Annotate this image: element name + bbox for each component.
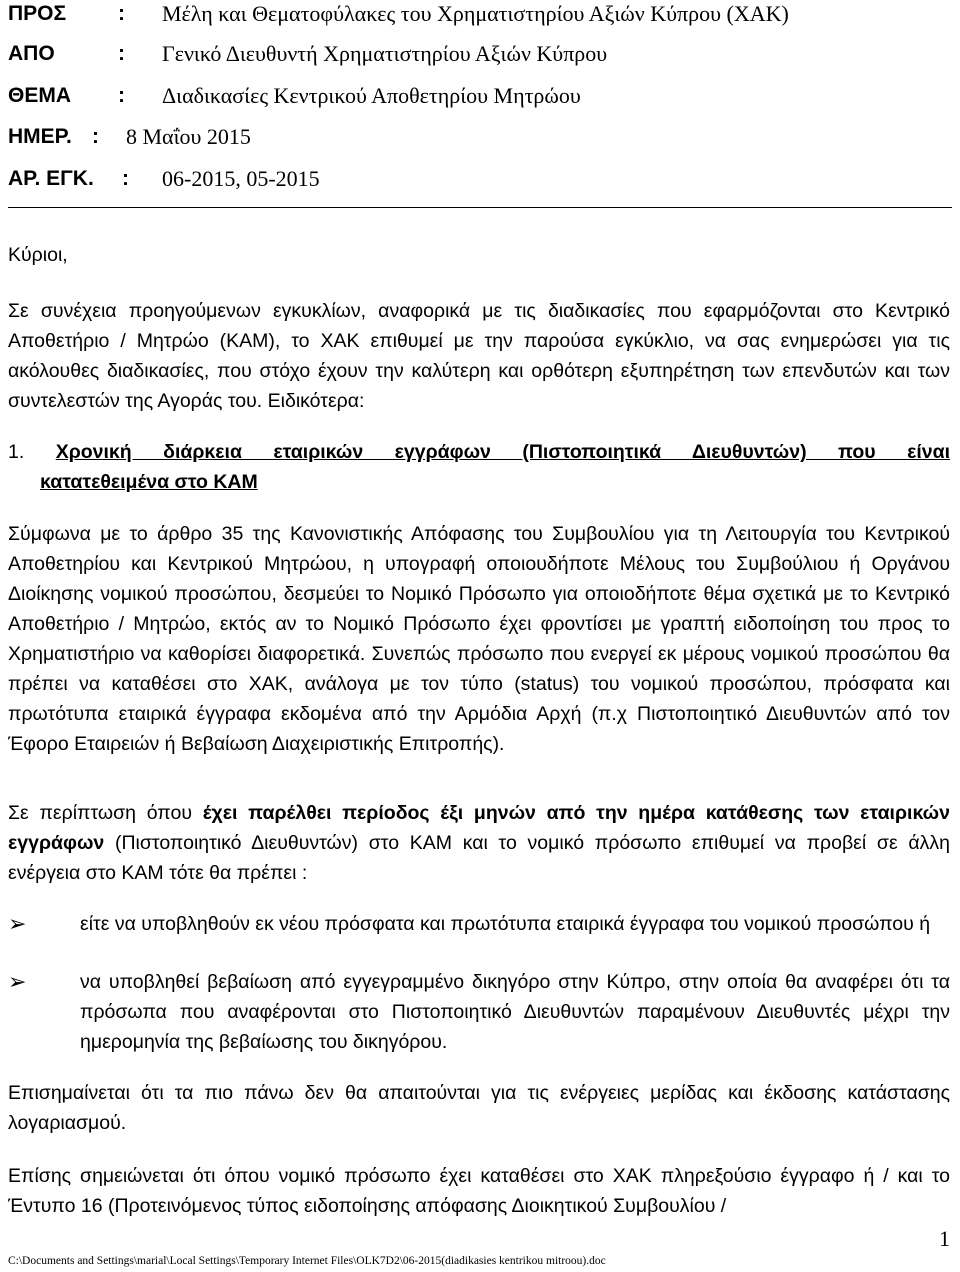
- subject-colon: :: [118, 84, 125, 107]
- to-value: Μέλη και Θεματοφύλακες του Χρηματιστηρίου Αξιών Κύπρου (ΧΑΚ): [162, 1, 789, 26]
- subject-label: ΘΕΜΑ: [8, 84, 71, 107]
- paragraph-2-start: Σε περίπτωση όπου: [8, 802, 203, 824]
- bullet-item-2: [8, 967, 950, 1057]
- paragraph-2-end: (Πιστοποιητικό Διευθυντών) στο ΚΑΜ και το νομικό πρόσωπο επιθυμεί να προβεί σε άλλη ενέργεια στο ΚΑΜ τότε θα πρέπει :: [8, 832, 950, 884]
- bullet-item-1-text: είτε να υποβληθούν εκ νέου πρόσφατα και πρωτότυπα εταιρικά έγγραφα του νομικού προσώπου ή: [80, 913, 931, 935]
- ref-value: 06-2015, 05-2015: [162, 166, 320, 191]
- section-1-title-line-1: Χρονική διάρκεια εταιρικών εγγράφων (Πιστοποιητικά Διευθυντών) που είναι: [55, 441, 950, 463]
- section-1-heading: [8, 437, 950, 497]
- section-1-number: 1.: [8, 441, 25, 463]
- date-colon: :: [92, 125, 99, 148]
- section-1-heading-line-1: [8, 437, 950, 467]
- section-1-heading-line-2: [8, 467, 950, 497]
- date-label: ΗΜΕΡ.: [8, 125, 72, 148]
- salutation: Κύριοι,: [8, 244, 68, 266]
- paragraph-2: [8, 798, 950, 888]
- from-label: ΑΠΟ: [8, 42, 55, 65]
- arrow-bullet-icon: ➢: [8, 969, 27, 994]
- section-1-title-line-2: κατατεθειμένα στο ΚΑΜ: [40, 471, 258, 493]
- header-divider: [8, 207, 952, 208]
- paragraph-3: Επισημαίνεται ότι τα πιο πάνω δεν θα απαιτούνται για τις ενέργειες μερίδας και έκδοσης κατάστασης λογαριασμού.: [8, 1082, 950, 1134]
- from-colon: :: [118, 42, 125, 65]
- page-number: 1: [939, 1226, 950, 1251]
- bullet-item-1: [8, 909, 950, 939]
- to-colon: :: [118, 2, 125, 25]
- ref-colon: :: [122, 167, 129, 190]
- arrow-bullet-icon: ➢: [8, 911, 27, 936]
- bullet-item-2-text: να υποβληθεί βεβαίωση από εγγεγραμμένο δικηγόρο στην Κύπρο, στην οποία θα αναφέρει ότι τα πρόσωπα που αναφέρονται στο Πιστοποιητικό Διευθυντών παραμένουν Διευθυντές μέχρι την ημερομηνία της βεβαίωσης του δικηγόρου.: [80, 971, 950, 1053]
- to-label: ΠΡΟΣ: [8, 2, 67, 25]
- footer-file-path: C:\Documents and Settings\marial\Local Settings\Temporary Internet Files\OLK7D2\06-2015(diadikasies kentrikou mitroou).doc: [8, 1255, 606, 1267]
- document-page: [8, 0, 952, 1272]
- date-value: 8 Μαΐου 2015: [126, 124, 251, 149]
- ref-label: ΑΡ. ΕΓΚ.: [8, 167, 94, 190]
- paragraph-2-bold: έχει παρέλθει περίοδος έξι μηνών από την ημέρα κατάθεσης των εταιρικών εγγράφων: [8, 802, 950, 854]
- subject-value: Διαδικασίες Κεντρικού Αποθετηρίου Μητρώου: [162, 83, 581, 108]
- paragraph-1: Σύμφωνα με το άρθρο 35 της Κανονιστικής Απόφασης του Συμβουλίου για τη Λειτουργία του Κεντρικού Αποθετηρίου και Κεντρικού Μητρώου, η υπογραφή οποιουδήποτε Μέλους του Συμβούλιου ή Οργάνου Διοίκησης νομικού προσώπου, δεσμεύει το Νομικό Πρόσωπο για οποιοδήποτε θέμα σχετικά με το Κεντρικό Αποθετήριο / Μητρώο, εκτός αν το Νομικό Πρόσωπο έχει φροντίσει με γραπτή ειδοποίηση του προς το Χρηματιστήριο να καθορίσει διαφορετικά. Συνεπώς πρόσωπο που ενεργεί εκ μέρους νομικού προσώπου θα πρέπει να καταθέσει στο ΧΑΚ, ανάλογα με τον τύπο (status) του νομικού προσώπου, πρόσφατα και πρωτότυπα εταιρικά έγγραφα εκδομένα από την Αρμόδια Αρχή (π.χ Πιστοποιητικό Διευθυντών από τον Έφορο Εταιρειών ή Βεβαίωση Διαχειριστικής Επιτροπής).: [8, 523, 950, 755]
- paragraph-4: Επίσης σημειώνεται ότι όπου νομικό πρόσωπο έχει καταθέσει στο ΧΑΚ πληρεξούσιο έγγραφο ή / και το Έντυπο 16 (Προτεινόμενος τύπος ειδοποίησης απόφασης Διοικητικού Συμβουλίου /: [8, 1165, 950, 1217]
- from-value: Γενικό Διευθυντή Χρηματιστηρίου Αξιών Κύπρου: [162, 41, 608, 66]
- intro-paragraph: Σε συνέχεια προηγούμενων εγκυκλίων, αναφορικά με τις διαδικασίες που εφαρμόζονται στο Κεντρικό Αποθετήριο / Μητρώο (ΚΑΜ), το ΧΑΚ επιθυμεί με την παρούσα εγκύκλιο, να σας ενημερώσει για τις ακόλουθες διαδικασίες, που στόχο έχουν την καλύτερη και ορθότερη εξυπηρέτηση των επενδυτών και των συντελεστών της Αγοράς του. Ειδικότερα:: [8, 300, 950, 412]
